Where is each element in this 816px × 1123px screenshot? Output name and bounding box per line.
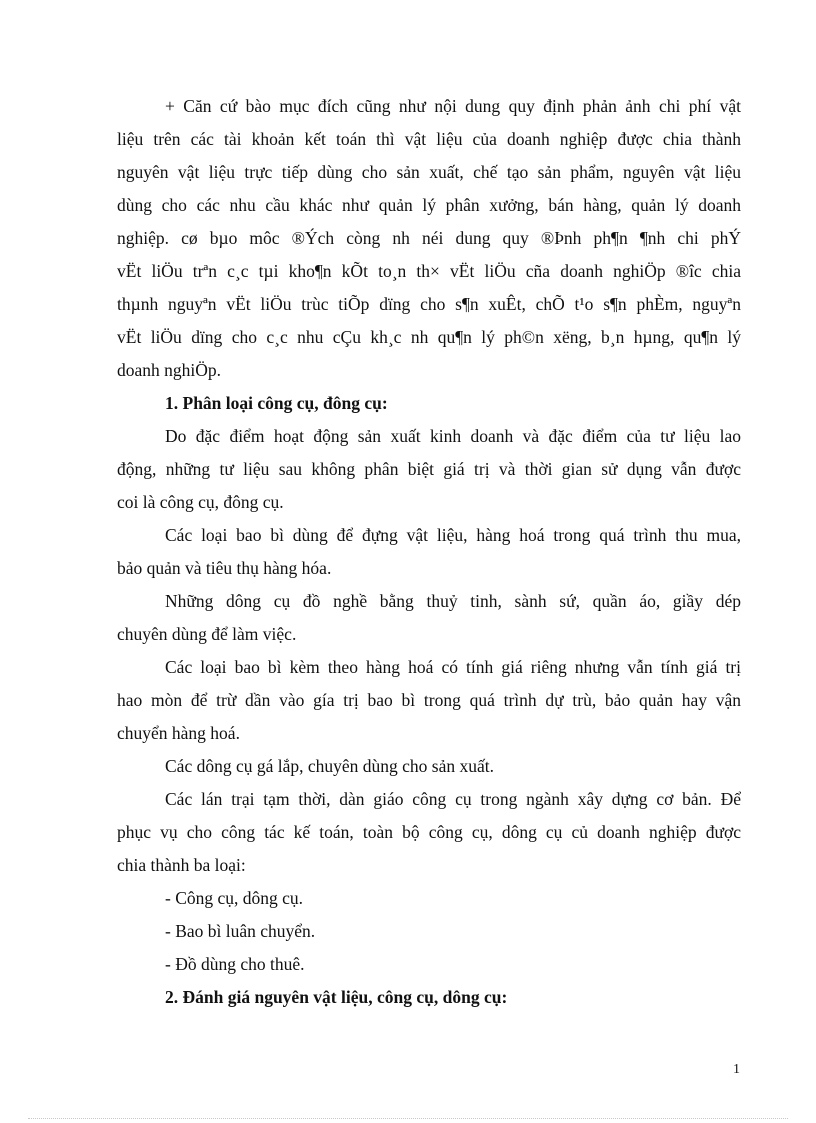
paragraph-line: chuyển hàng hoá. — [117, 723, 240, 743]
paragraph-line: bảo quản và tiêu thụ hàng hóa. — [117, 558, 332, 578]
paragraph-line: vËt liÖu trªn c¸c tµi kho¶n kÕt to¸n th× vËt liÖu cña doanh nghiÖp ®îc chia — [117, 261, 741, 281]
paragraph-line: Các dông cụ gá lắp, chuyên dùng cho sản xuất. — [165, 756, 495, 776]
section-heading-2: 2. Đánh giá nguyên vật liệu, công cụ, dông cụ: — [165, 987, 508, 1007]
paragraph-line: Các lán trại tạm thời, dàn giáo công cụ trong ngành xây dựng cơ bản. Để — [165, 789, 741, 809]
paragraph-line: phục vụ cho công tác kế toán, toàn bộ công cụ, dông cụ củ doanh nghiệp được — [117, 822, 741, 842]
page-bottom-divider — [28, 1118, 788, 1119]
paragraph-line: + Căn cứ bào mục đích cũng như nội dung quy định phản ảnh chi phí vật — [165, 96, 741, 116]
page-number: 1 — [733, 1062, 740, 1077]
paragraph-line: chuyên dùng để làm việc. — [117, 624, 297, 644]
paragraph-line: dùng cho các nhu cầu khác như quản lý phân xưởng, bán hàng, quản lý doanh — [117, 195, 741, 215]
paragraph-line: chia thành ba loại: — [117, 855, 246, 875]
paragraph-line: hao mòn để trừ dần vào gía trị bao bì trong quá trình dự trù, bảo quản hay vận — [117, 690, 741, 710]
paragraph-line: nguyên vật liệu trực tiếp dùng cho sản xuất, chế tạo sản phẩm, nguyên vật liệu — [117, 162, 741, 182]
section-heading-1: 1. Phân loại công cụ, đông cụ: — [165, 393, 388, 413]
paragraph-line: vËt liÖu dïng cho c¸c nhu cÇu kh¸c nh qu¶n lý ph©n xëng, b¸n hµng, qu¶n lý — [117, 327, 741, 347]
paragraph-line: động, những tư liệu sau không phân biệt giá trị và thời gian sử dụng vẫn được — [117, 459, 741, 479]
list-item: - Đồ dùng cho thuê. — [165, 954, 305, 974]
paragraph-line: Các loại bao bì kèm theo hàng hoá có tính giá riêng nhưng vẫn tính giá trị — [165, 657, 741, 677]
list-item: - Bao bì luân chuyển. — [165, 921, 316, 941]
paragraph-line: liệu trên các tài khoản kết toán thì vật liệu của doanh nghiệp được chia thành — [117, 129, 741, 149]
list-item: - Công cụ, dông cụ. — [165, 888, 304, 908]
paragraph-line: doanh nghiÖp. — [117, 360, 222, 380]
paragraph-line: thµnh nguyªn vËt liÖu trùc tiÕp dïng cho s¶n xuÊt, chÕ t¹o s¶n phÈm, nguyªn — [117, 294, 741, 314]
paragraph-line: coi là công cụ, đông cụ. — [117, 492, 284, 512]
paragraph-line: Do đặc điểm hoạt động sản xuất kinh doanh và đặc điểm của tư liệu lao — [165, 426, 741, 446]
paragraph-line: Những dông cụ đồ nghề bằng thuỷ tinh, sành sứ, quần áo, giầy dép — [165, 591, 741, 611]
paragraph-line: nghiệp. cø bµo môc ®Ých còng nh néi dung quy ®Þnh ph¶n ¶nh chi phÝ — [117, 228, 741, 248]
paragraph-line: Các loại bao bì dùng để đựng vật liệu, hàng hoá trong quá trình thu mua, — [165, 525, 741, 545]
body-text — [117, 90, 741, 1014]
